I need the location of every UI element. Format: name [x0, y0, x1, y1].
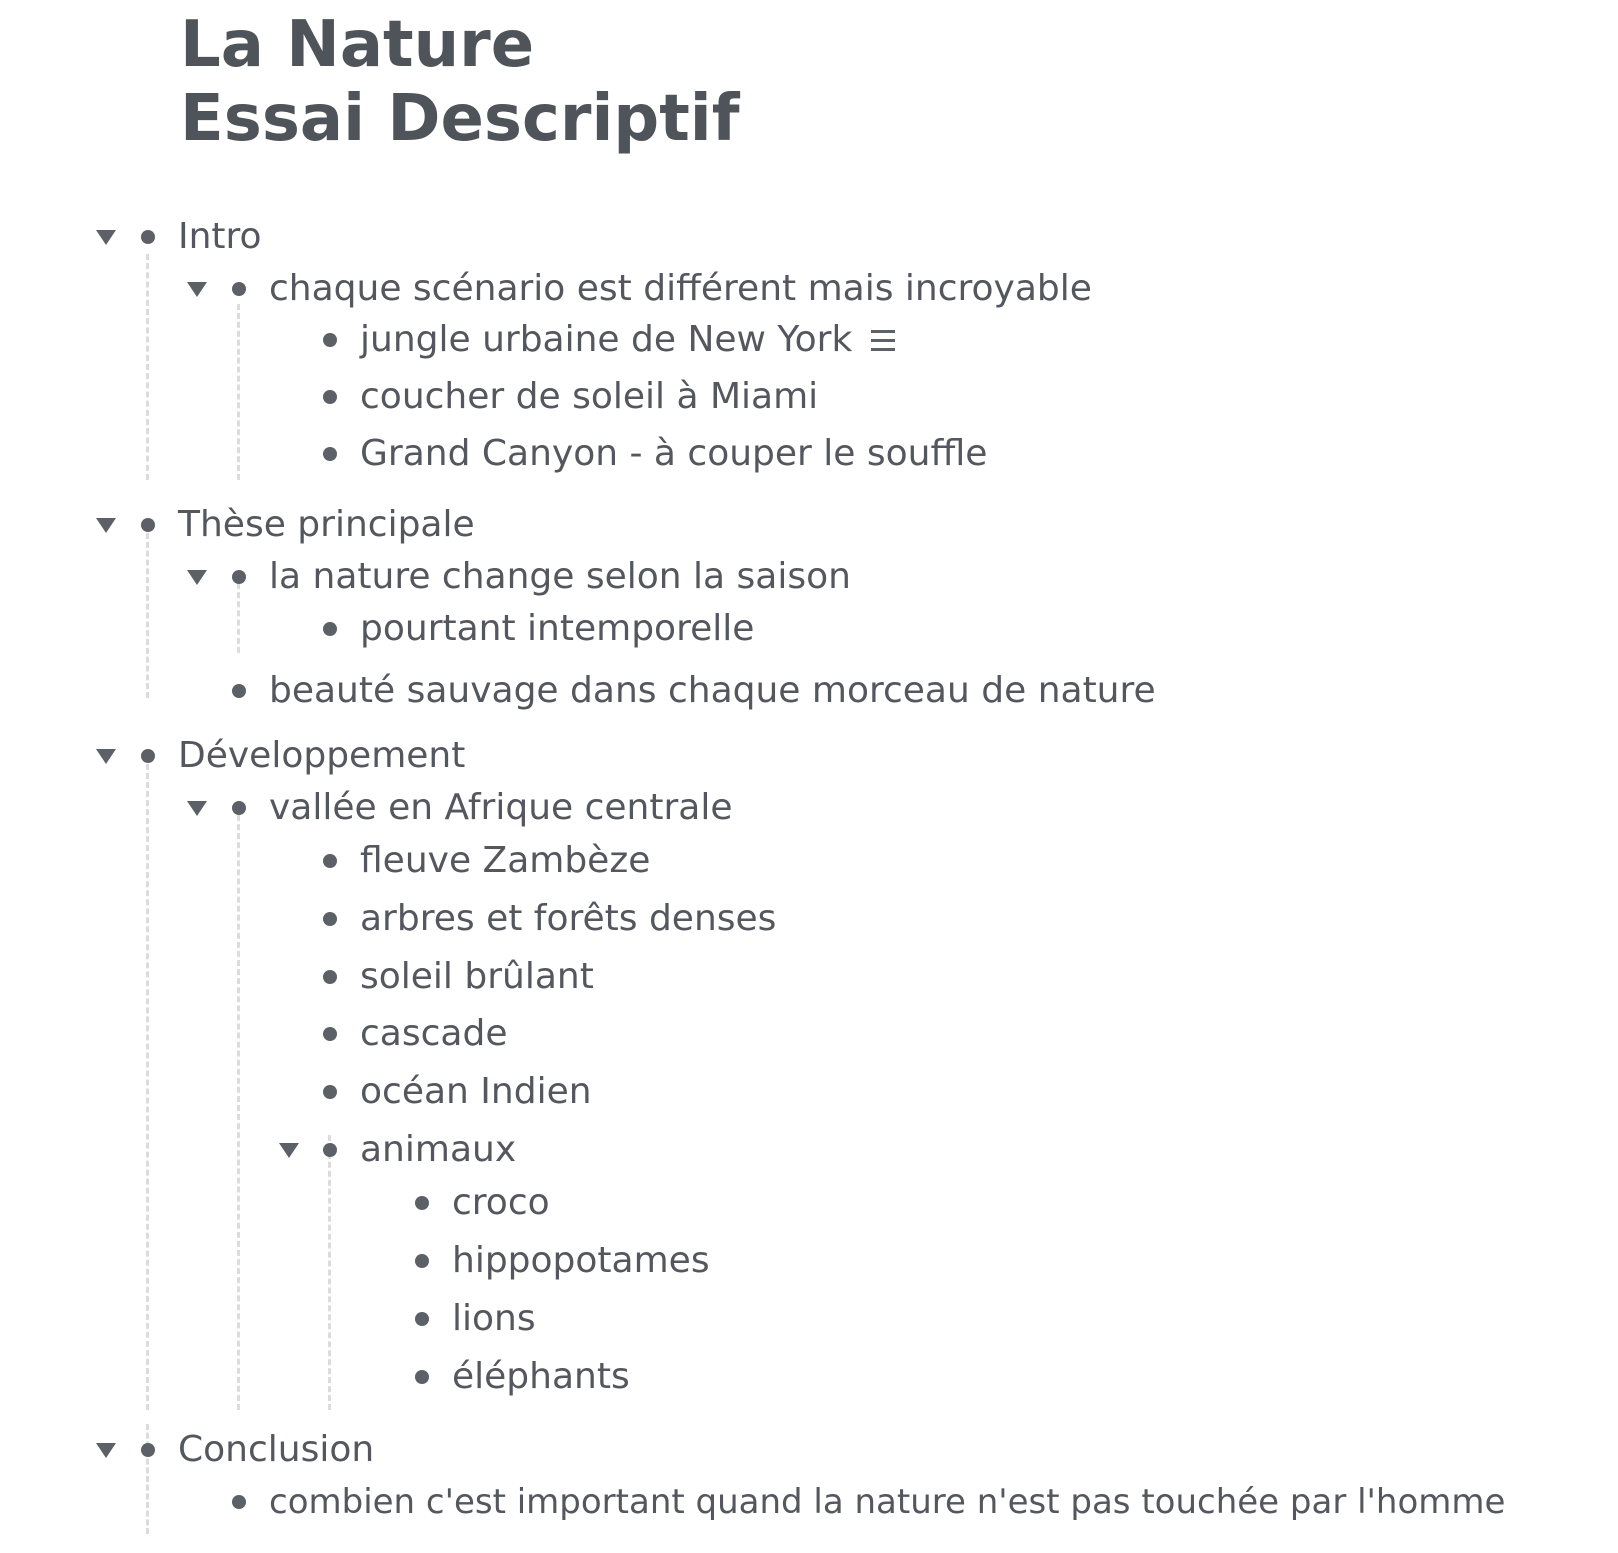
- developpement-bullet-icon[interactable]: [141, 749, 155, 763]
- collapse-intro-toggle-icon[interactable]: [96, 230, 116, 245]
- cascade-bullet-icon[interactable]: [323, 1027, 337, 1041]
- scenario-bullet-icon[interactable]: [232, 282, 246, 296]
- animaux-bullet-icon[interactable]: [323, 1143, 337, 1157]
- outline-item-conclusion[interactable]: Conclusion: [178, 1429, 375, 1470]
- hippopotames-bullet-icon[interactable]: [415, 1254, 429, 1268]
- zambeze-bullet-icon[interactable]: [323, 854, 337, 868]
- outline-item-these[interactable]: Thèse principale: [178, 504, 475, 545]
- outline-item-developpement[interactable]: Développement: [178, 735, 466, 776]
- miami-bullet-icon[interactable]: [323, 390, 337, 404]
- outline-item-elephants[interactable]: éléphants: [452, 1356, 630, 1397]
- outline-item-ocean[interactable]: océan Indien: [360, 1071, 592, 1112]
- hamburger-menu-icon[interactable]: [871, 330, 895, 352]
- collapse-developpement-toggle-icon[interactable]: [96, 749, 116, 764]
- guide-line-developpement: [146, 755, 149, 1410]
- guide-line-conclusion: [146, 1424, 149, 1534]
- outline-item-lions[interactable]: lions: [452, 1298, 536, 1339]
- outline-item-intemporelle[interactable]: pourtant intemporelle: [360, 608, 755, 649]
- outline-item-animaux[interactable]: animaux: [360, 1129, 517, 1170]
- these-bullet-icon[interactable]: [141, 518, 155, 532]
- collapse-scenario-toggle-icon[interactable]: [187, 282, 207, 297]
- outline-item-grand-canyon[interactable]: Grand Canyon - à couper le souffle: [360, 433, 988, 474]
- collapse-these-toggle-icon[interactable]: [96, 518, 116, 533]
- collapse-animaux-toggle-icon[interactable]: [279, 1143, 299, 1158]
- collapse-conclusion-toggle-icon[interactable]: [96, 1443, 116, 1458]
- soleil-bullet-icon[interactable]: [323, 970, 337, 984]
- guide-line-scenario: [237, 304, 240, 480]
- outline-item-saison[interactable]: la nature change selon la saison: [269, 556, 851, 597]
- outline-item-scenario[interactable]: chaque scénario est différent mais incroyable: [269, 268, 1092, 309]
- outline-item-vallee[interactable]: vallée en Afrique centrale: [269, 787, 733, 828]
- elephants-bullet-icon[interactable]: [415, 1370, 429, 1384]
- outline-item-croco[interactable]: croco: [452, 1182, 550, 1223]
- arbres-bullet-icon[interactable]: [323, 912, 337, 926]
- outline-item-soleil[interactable]: soleil brûlant: [360, 956, 594, 997]
- guide-line-intro: [146, 254, 149, 480]
- outline-item-beaute[interactable]: beauté sauvage dans chaque morceau de nature: [269, 670, 1156, 711]
- vallee-bullet-icon[interactable]: [232, 801, 246, 815]
- outline-item-zambeze[interactable]: fleuve Zambèze: [360, 840, 651, 881]
- grand-canyon-bullet-icon[interactable]: [323, 447, 337, 461]
- outline-item-importance[interactable]: combien c'est important quand la nature n'est pas touchée par l'homme: [269, 1482, 1506, 1522]
- page-title-line2: Essai Descriptif: [180, 82, 740, 156]
- intro-bullet-icon[interactable]: [141, 230, 155, 244]
- outline-item-cascade[interactable]: cascade: [360, 1013, 508, 1054]
- page-title-line1: La Nature: [180, 8, 535, 82]
- outline-item-hippopotames[interactable]: hippopotames: [452, 1240, 710, 1281]
- page-title: [180, 8, 740, 156]
- new-york-bullet-icon[interactable]: [323, 333, 337, 347]
- ocean-bullet-icon[interactable]: [323, 1085, 337, 1099]
- saison-bullet-icon[interactable]: [232, 570, 246, 584]
- croco-bullet-icon[interactable]: [415, 1196, 429, 1210]
- guide-line-vallee: [237, 806, 240, 1410]
- collapse-vallee-toggle-icon[interactable]: [187, 801, 207, 816]
- outline-item-miami[interactable]: coucher de soleil à Miami: [360, 376, 819, 417]
- intemporelle-bullet-icon[interactable]: [323, 622, 337, 636]
- beaute-bullet-icon[interactable]: [232, 684, 246, 698]
- outline-item-arbres[interactable]: arbres et forêts denses: [360, 898, 777, 939]
- guide-line-saison: [237, 583, 240, 653]
- lions-bullet-icon[interactable]: [415, 1312, 429, 1326]
- importance-bullet-icon[interactable]: [232, 1495, 246, 1509]
- guide-line-these: [146, 533, 149, 698]
- collapse-saison-toggle-icon[interactable]: [187, 570, 207, 585]
- outline-item-intro[interactable]: Intro: [178, 216, 262, 257]
- outline-item-new-york[interactable]: jungle urbaine de New York: [360, 319, 853, 360]
- conclusion-bullet-icon[interactable]: [141, 1443, 155, 1457]
- guide-line-animaux: [328, 1135, 331, 1410]
